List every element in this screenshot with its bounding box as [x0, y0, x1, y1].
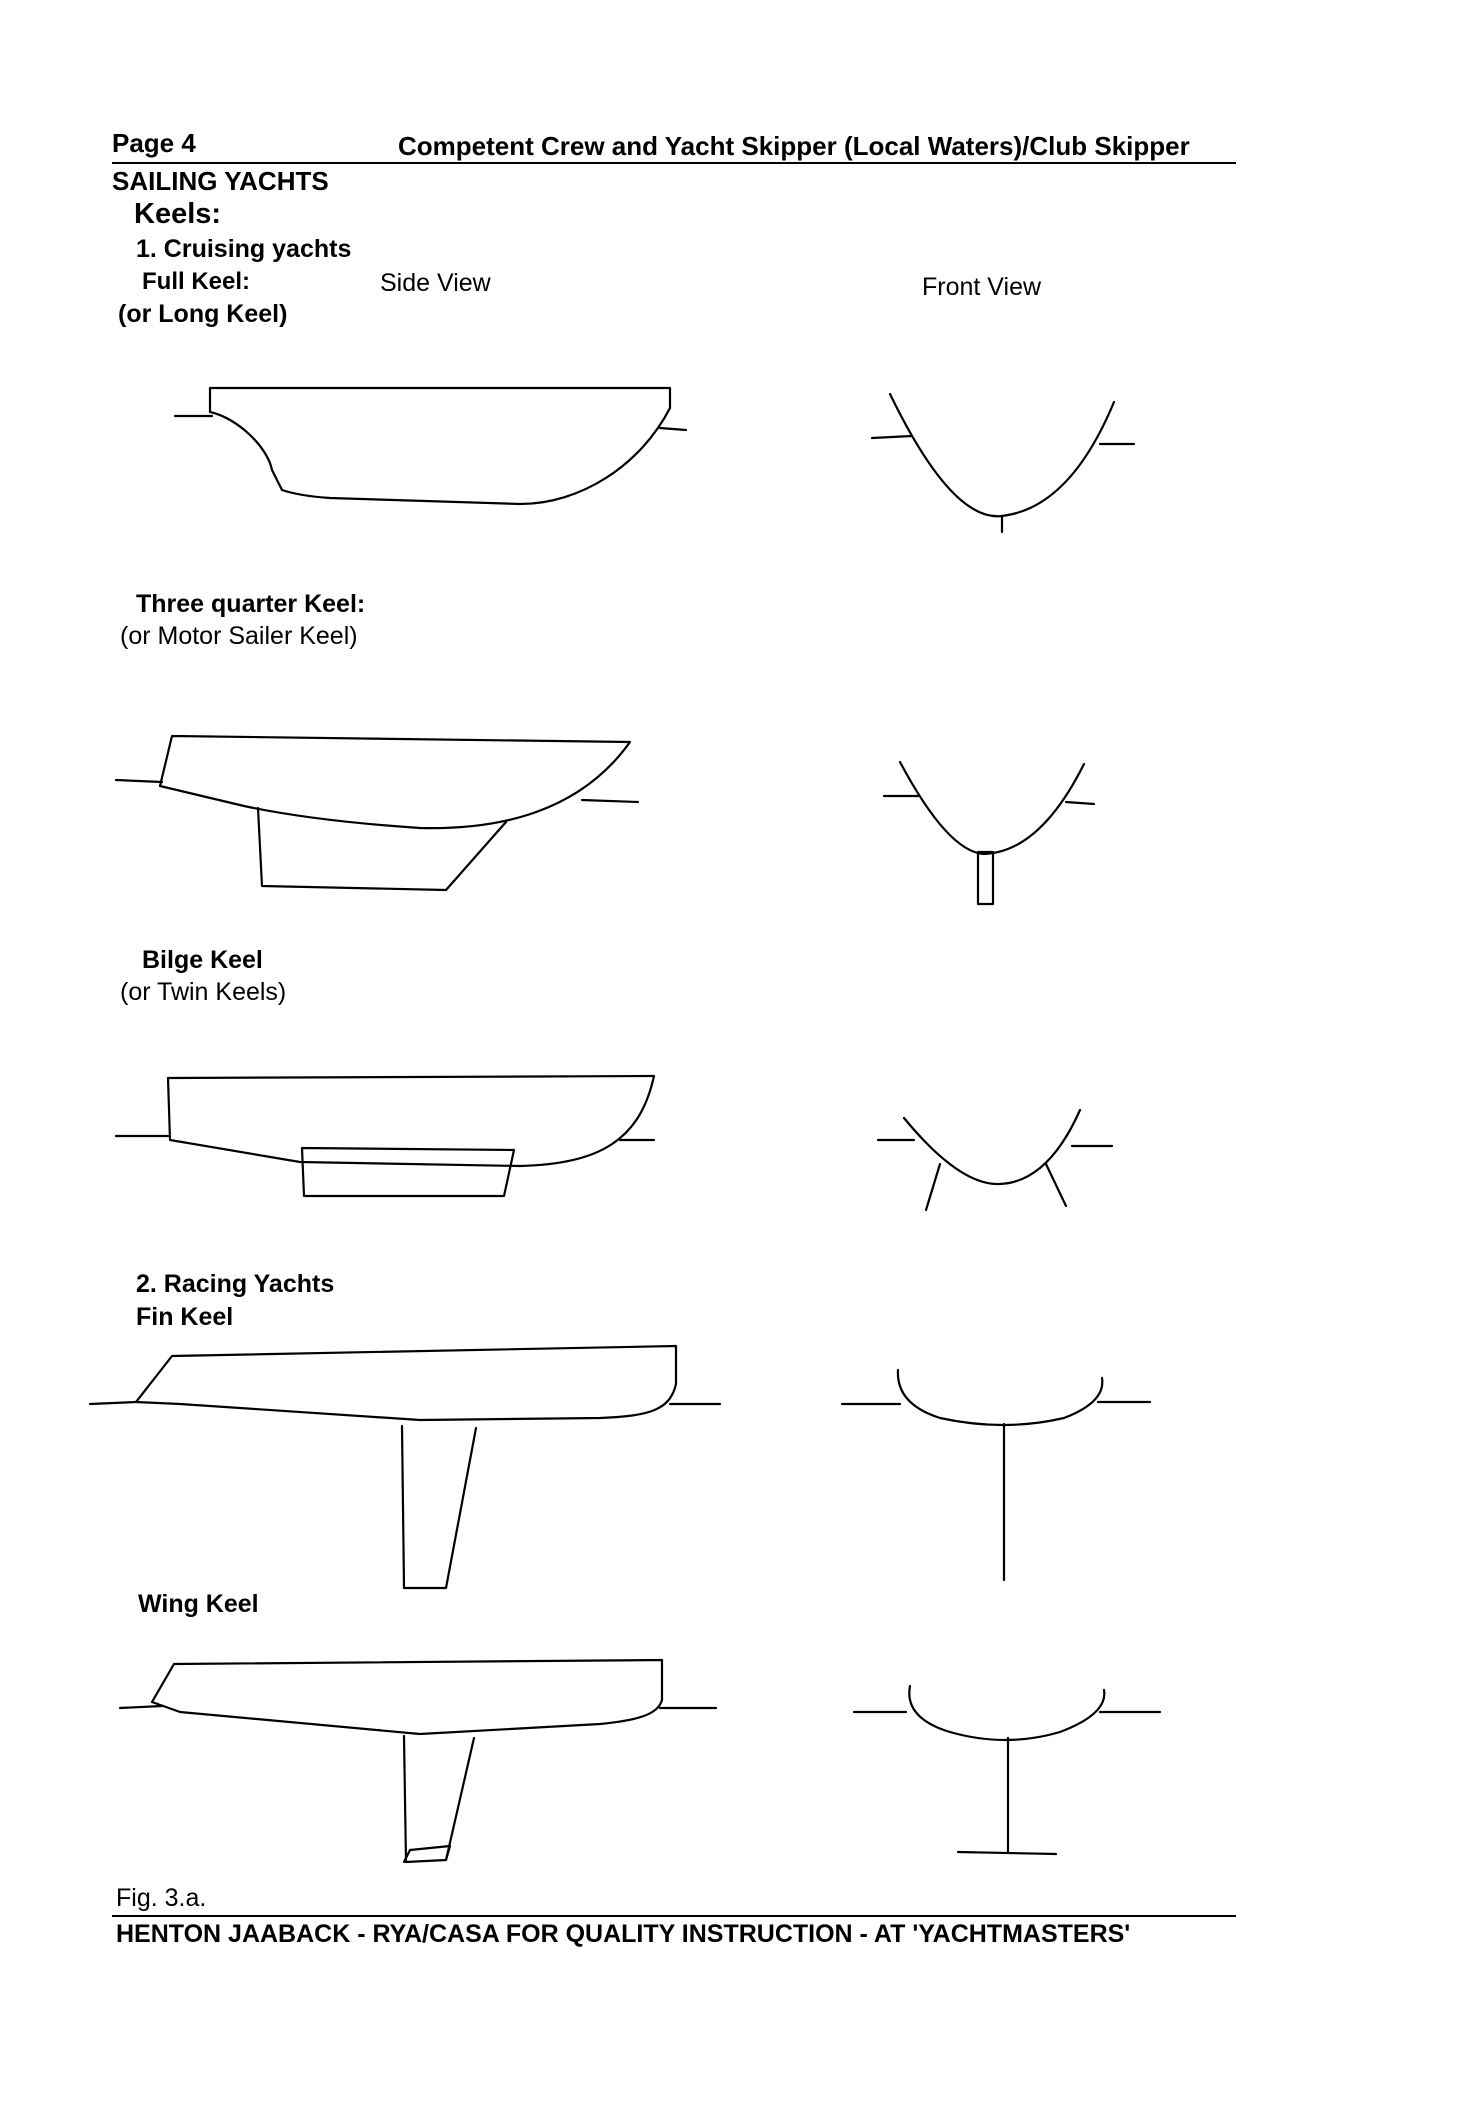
keels-heading: Keels:: [134, 198, 222, 230]
three-quarter-keel-side-view: [116, 736, 638, 890]
racing-yachts-label: 2. Racing Yachts: [136, 1270, 335, 1298]
full-keel-side-view: [175, 388, 686, 504]
front-view-label: Front View: [922, 273, 1042, 301]
full-keel-label: Full Keel:: [142, 268, 251, 295]
bilge-keel-alt-label: (or Twin Keels): [120, 978, 287, 1006]
full-keel-alt-label: (or Long Keel): [118, 300, 288, 328]
side-view-label: Side View: [380, 269, 491, 297]
three-quarter-keel-label: Three quarter Keel:: [136, 590, 366, 618]
page-number: Page 4: [112, 128, 196, 158]
section-title: SAILING YACHTS: [112, 166, 329, 196]
fin-keel-side-view: [90, 1346, 720, 1588]
bilge-keel-side-view: [116, 1076, 654, 1196]
wing-keel-fin: [404, 1736, 474, 1862]
wing-keel-label: Wing Keel: [138, 1590, 259, 1618]
full-keel-front-view: [872, 394, 1134, 532]
bilge-keel-label: Bilge Keel: [142, 946, 263, 974]
fin-keel-hull: [136, 1346, 676, 1420]
bilge-keel-front-view: [878, 1110, 1112, 1210]
footer-text: HENTON JAABACK - RYA/CASA FOR QUALITY INSTRUCTION - AT 'YACHTMASTERS': [116, 1920, 1131, 1948]
full-keel-hull: [210, 388, 670, 504]
wing-keel-hull: [152, 1660, 662, 1734]
bilge-keel-twin-keels: [302, 1148, 514, 1196]
document-title: Competent Crew and Yacht Skipper (Local Waters)/Club Skipper: [398, 131, 1190, 161]
fin-keel-front-view: [842, 1370, 1150, 1580]
three-quarter-keel-front-view: [884, 762, 1094, 904]
cruising-yachts-label: 1. Cruising yachts: [136, 235, 352, 263]
fin-keel-label: Fin Keel: [136, 1303, 234, 1331]
bilge-keel-hull: [168, 1076, 654, 1166]
fin-keel-fin: [402, 1426, 476, 1588]
wing-keel-side-view: [120, 1660, 716, 1862]
three-quarter-keel-fin: [258, 808, 506, 890]
wing-keel-front-view: [854, 1686, 1160, 1854]
three-quarter-keel-hull: [160, 736, 630, 828]
three-quarter-keel-alt-label: (or Motor Sailer Keel): [120, 622, 358, 650]
three-quarter-keel-front-fin: [978, 852, 993, 904]
figure-caption: Fig. 3.a.: [116, 1884, 207, 1912]
